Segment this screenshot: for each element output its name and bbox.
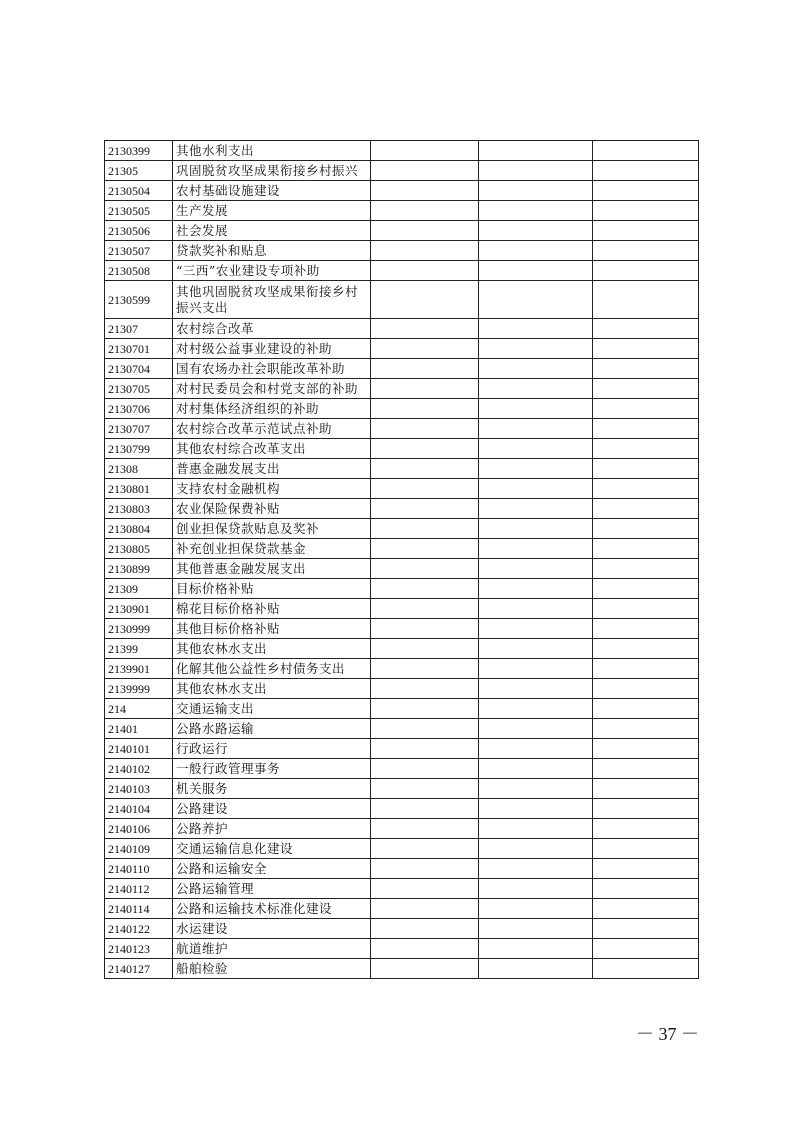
subject-name-cell: 其他目标价格补贴 (173, 619, 371, 639)
table-row (105, 241, 699, 261)
amount-cell (371, 759, 479, 779)
amount-cell (371, 839, 479, 859)
subject-name-cell: 公路建设 (173, 799, 371, 819)
subject-code-cell: 2140106 (105, 819, 173, 839)
amount-cell (479, 879, 593, 899)
amount-cell (371, 281, 479, 319)
amount-cell (371, 779, 479, 799)
subject-code-cell: 2139901 (105, 659, 173, 679)
amount-cell (371, 439, 479, 459)
table-row (105, 479, 699, 499)
budget-table-body (105, 141, 699, 979)
amount-cell (479, 819, 593, 839)
amount-cell (593, 759, 699, 779)
amount-cell (593, 539, 699, 559)
subject-code-cell: 2130707 (105, 419, 173, 439)
subject-name-cell: 其他农村综合改革支出 (173, 439, 371, 459)
subject-code-cell: 2140123 (105, 939, 173, 959)
amount-cell (479, 241, 593, 261)
table-row (105, 201, 699, 221)
amount-cell (371, 879, 479, 899)
amount-cell (593, 839, 699, 859)
amount-cell (593, 899, 699, 919)
amount-cell (593, 379, 699, 399)
subject-code-cell: 21309 (105, 579, 173, 599)
amount-cell (371, 799, 479, 819)
subject-name-cell: 支持农村金融机构 (173, 479, 371, 499)
amount-cell (371, 599, 479, 619)
amount-cell (371, 659, 479, 679)
amount-cell (593, 959, 699, 979)
amount-cell (593, 659, 699, 679)
subject-code-cell: 2130399 (105, 141, 173, 161)
subject-name-cell: 对村集体经济组织的补助 (173, 399, 371, 419)
table-row (105, 919, 699, 939)
table-row (105, 579, 699, 599)
amount-cell (371, 959, 479, 979)
table-row (105, 759, 699, 779)
subject-code-cell: 2130599 (105, 281, 173, 319)
subject-name-cell: 船舶检验 (173, 959, 371, 979)
amount-cell (593, 261, 699, 281)
amount-cell (479, 339, 593, 359)
subject-code-cell: 2130805 (105, 539, 173, 559)
table-row (105, 319, 699, 339)
amount-cell (593, 221, 699, 241)
table-row (105, 939, 699, 959)
subject-code-cell: 2130799 (105, 439, 173, 459)
amount-cell (593, 499, 699, 519)
amount-cell (371, 339, 479, 359)
amount-cell (371, 539, 479, 559)
amount-cell (371, 379, 479, 399)
amount-cell (593, 479, 699, 499)
amount-cell (371, 579, 479, 599)
amount-cell (479, 319, 593, 339)
amount-cell (479, 619, 593, 639)
subject-name-cell: 公路和运输技术标准化建设 (173, 899, 371, 919)
amount-cell (371, 939, 479, 959)
subject-code-cell: 2130706 (105, 399, 173, 419)
table-row (105, 439, 699, 459)
table-row (105, 739, 699, 759)
amount-cell (479, 559, 593, 579)
amount-cell (479, 499, 593, 519)
amount-cell (479, 859, 593, 879)
amount-cell (593, 599, 699, 619)
amount-cell (479, 479, 593, 499)
subject-name-cell: 生产发展 (173, 201, 371, 221)
amount-cell (479, 919, 593, 939)
amount-cell (593, 679, 699, 699)
amount-cell (479, 141, 593, 161)
subject-name-cell: 社会发展 (173, 221, 371, 241)
subject-code-cell: 2140102 (105, 759, 173, 779)
amount-cell (479, 599, 593, 619)
subject-name-cell: 公路养护 (173, 819, 371, 839)
subject-code-cell: 21399 (105, 639, 173, 659)
table-row (105, 539, 699, 559)
amount-cell (479, 439, 593, 459)
subject-code-cell: 2130508 (105, 261, 173, 281)
subject-name-cell: 公路运输管理 (173, 879, 371, 899)
amount-cell (371, 899, 479, 919)
amount-cell (593, 579, 699, 599)
amount-cell (371, 679, 479, 699)
amount-cell (593, 141, 699, 161)
amount-cell (479, 659, 593, 679)
amount-cell (593, 519, 699, 539)
amount-cell (371, 221, 479, 241)
amount-cell (593, 779, 699, 799)
subject-name-cell: 交通运输支出 (173, 699, 371, 719)
amount-cell (479, 839, 593, 859)
amount-cell (371, 319, 479, 339)
amount-cell (593, 619, 699, 639)
amount-cell (371, 919, 479, 939)
subject-code-cell: 2140127 (105, 959, 173, 979)
table-row (105, 559, 699, 579)
subject-code-cell: 2130705 (105, 379, 173, 399)
subject-name-cell: 其他巩固脱贫攻坚成果衔接乡村振兴支出 (173, 281, 371, 319)
amount-cell (479, 719, 593, 739)
table-row (105, 359, 699, 379)
amount-cell (479, 959, 593, 979)
subject-name-cell: 其他水利支出 (173, 141, 371, 161)
amount-cell (371, 559, 479, 579)
subject-name-cell: 其他农林水支出 (173, 639, 371, 659)
table-row (105, 339, 699, 359)
subject-name-cell: 化解其他公益性乡村债务支出 (173, 659, 371, 679)
subject-code-cell: 21307 (105, 319, 173, 339)
table-row (105, 799, 699, 819)
subject-name-cell: 巩固脱贫攻坚成果衔接乡村振兴 (173, 161, 371, 181)
amount-cell (479, 459, 593, 479)
subject-name-cell: 农村综合改革示范试点补助 (173, 419, 371, 439)
amount-cell (479, 399, 593, 419)
amount-cell (479, 539, 593, 559)
subject-code-cell: 2140112 (105, 879, 173, 899)
amount-cell (371, 699, 479, 719)
table-row (105, 839, 699, 859)
table-row (105, 679, 699, 699)
subject-name-cell: 航道维护 (173, 939, 371, 959)
amount-cell (593, 559, 699, 579)
amount-cell (593, 639, 699, 659)
subject-name-cell: 其他普惠金融发展支出 (173, 559, 371, 579)
amount-cell (593, 181, 699, 201)
amount-cell (593, 939, 699, 959)
amount-cell (593, 919, 699, 939)
amount-cell (593, 201, 699, 221)
amount-cell (479, 939, 593, 959)
amount-cell (371, 499, 479, 519)
amount-cell (593, 739, 699, 759)
amount-cell (593, 419, 699, 439)
amount-cell (479, 221, 593, 241)
subject-name-cell: 创业担保贷款贴息及奖补 (173, 519, 371, 539)
subject-name-cell: 水运建设 (173, 919, 371, 939)
table-row (105, 859, 699, 879)
amount-cell (371, 181, 479, 201)
subject-code-cell: 2130899 (105, 559, 173, 579)
subject-code-cell: 21305 (105, 161, 173, 181)
amount-cell (371, 519, 479, 539)
table-row (105, 779, 699, 799)
subject-name-cell: 一般行政管理事务 (173, 759, 371, 779)
subject-code-cell: 2140114 (105, 899, 173, 919)
amount-cell (371, 419, 479, 439)
table-row (105, 459, 699, 479)
table-row (105, 261, 699, 281)
amount-cell (371, 161, 479, 181)
subject-name-cell: 目标价格补贴 (173, 579, 371, 599)
amount-cell (593, 699, 699, 719)
amount-cell (479, 579, 593, 599)
amount-cell (371, 859, 479, 879)
subject-code-cell: 2130504 (105, 181, 173, 201)
subject-name-cell: 普惠金融发展支出 (173, 459, 371, 479)
subject-name-cell: 棉花目标价格补贴 (173, 599, 371, 619)
subject-code-cell: 2130506 (105, 221, 173, 241)
subject-name-cell: 补充创业担保贷款基金 (173, 539, 371, 559)
amount-cell (371, 241, 479, 261)
subject-code-cell: 2130804 (105, 519, 173, 539)
subject-code-cell: 2140109 (105, 839, 173, 859)
amount-cell (593, 281, 699, 319)
subject-code-cell: 2130901 (105, 599, 173, 619)
amount-cell (371, 639, 479, 659)
amount-cell (479, 679, 593, 699)
amount-cell (479, 759, 593, 779)
amount-cell (371, 261, 479, 281)
amount-cell (479, 359, 593, 379)
amount-cell (593, 879, 699, 899)
subject-name-cell: 对村级公益事业建设的补助 (173, 339, 371, 359)
subject-code-cell: 2140103 (105, 779, 173, 799)
subject-name-cell: 国有农场办社会职能改革补助 (173, 359, 371, 379)
amount-cell (371, 819, 479, 839)
page-number: － 37 － (636, 1024, 699, 1044)
amount-cell (479, 739, 593, 759)
subject-name-cell: 农业保险保费补贴 (173, 499, 371, 519)
amount-cell (479, 899, 593, 919)
subject-name-cell: 公路和运输安全 (173, 859, 371, 879)
subject-name-cell: “三西”农业建设专项补助 (173, 261, 371, 281)
table-row (105, 619, 699, 639)
subject-name-cell: 行政运行 (173, 739, 371, 759)
subject-code-cell: 2140104 (105, 799, 173, 819)
amount-cell (479, 281, 593, 319)
amount-cell (371, 479, 479, 499)
table-row (105, 161, 699, 181)
subject-name-cell: 农村综合改革 (173, 319, 371, 339)
amount-cell (479, 799, 593, 819)
table-row (105, 141, 699, 161)
table-row (105, 281, 699, 319)
amount-cell (479, 161, 593, 181)
subject-name-cell: 贷款奖补和贴息 (173, 241, 371, 261)
table-row (105, 379, 699, 399)
subject-code-cell: 2130801 (105, 479, 173, 499)
subject-code-cell: 2140110 (105, 859, 173, 879)
subject-code-cell: 2140101 (105, 739, 173, 759)
amount-cell (593, 819, 699, 839)
amount-cell (371, 359, 479, 379)
amount-cell (371, 141, 479, 161)
table-row (105, 899, 699, 919)
table-row (105, 819, 699, 839)
subject-code-cell: 2130999 (105, 619, 173, 639)
amount-cell (479, 779, 593, 799)
table-row (105, 499, 699, 519)
amount-cell (593, 359, 699, 379)
subject-name-cell: 机关服务 (173, 779, 371, 799)
amount-cell (593, 859, 699, 879)
amount-cell (479, 379, 593, 399)
amount-cell (479, 181, 593, 201)
table-row (105, 221, 699, 241)
table-row (105, 181, 699, 201)
table-row (105, 419, 699, 439)
amount-cell (479, 201, 593, 221)
subject-code-cell: 2130507 (105, 241, 173, 261)
amount-cell (479, 519, 593, 539)
amount-cell (371, 739, 479, 759)
table-row (105, 399, 699, 419)
amount-cell (371, 459, 479, 479)
subject-code-cell: 2140122 (105, 919, 173, 939)
amount-cell (479, 639, 593, 659)
subject-code-cell: 214 (105, 699, 173, 719)
subject-code-cell: 2130704 (105, 359, 173, 379)
table-row (105, 959, 699, 979)
subject-code-cell: 21401 (105, 719, 173, 739)
table-row (105, 719, 699, 739)
subject-name-cell: 其他农林水支出 (173, 679, 371, 699)
subject-code-cell: 2130505 (105, 201, 173, 221)
table-row (105, 599, 699, 619)
subject-name-cell: 农村基础设施建设 (173, 181, 371, 201)
amount-cell (593, 399, 699, 419)
subject-name-cell: 公路水路运输 (173, 719, 371, 739)
subject-name-cell: 对村民委员会和村党支部的补助 (173, 379, 371, 399)
table-row (105, 699, 699, 719)
amount-cell (593, 319, 699, 339)
table-row (105, 519, 699, 539)
amount-cell (479, 419, 593, 439)
subject-code-cell: 2139999 (105, 679, 173, 699)
subject-code-cell: 2130803 (105, 499, 173, 519)
amount-cell (371, 399, 479, 419)
subject-code-cell: 21308 (105, 459, 173, 479)
amount-cell (593, 241, 699, 261)
table-row (105, 659, 699, 679)
amount-cell (371, 719, 479, 739)
amount-cell (593, 439, 699, 459)
amount-cell (479, 699, 593, 719)
subject-name-cell: 交通运输信息化建设 (173, 839, 371, 859)
amount-cell (371, 619, 479, 639)
budget-table (104, 140, 699, 979)
table-row (105, 639, 699, 659)
amount-cell (593, 719, 699, 739)
table-row (105, 879, 699, 899)
amount-cell (479, 261, 593, 281)
subject-code-cell: 2130701 (105, 339, 173, 359)
amount-cell (593, 799, 699, 819)
amount-cell (593, 459, 699, 479)
amount-cell (593, 161, 699, 181)
amount-cell (371, 201, 479, 221)
amount-cell (593, 339, 699, 359)
